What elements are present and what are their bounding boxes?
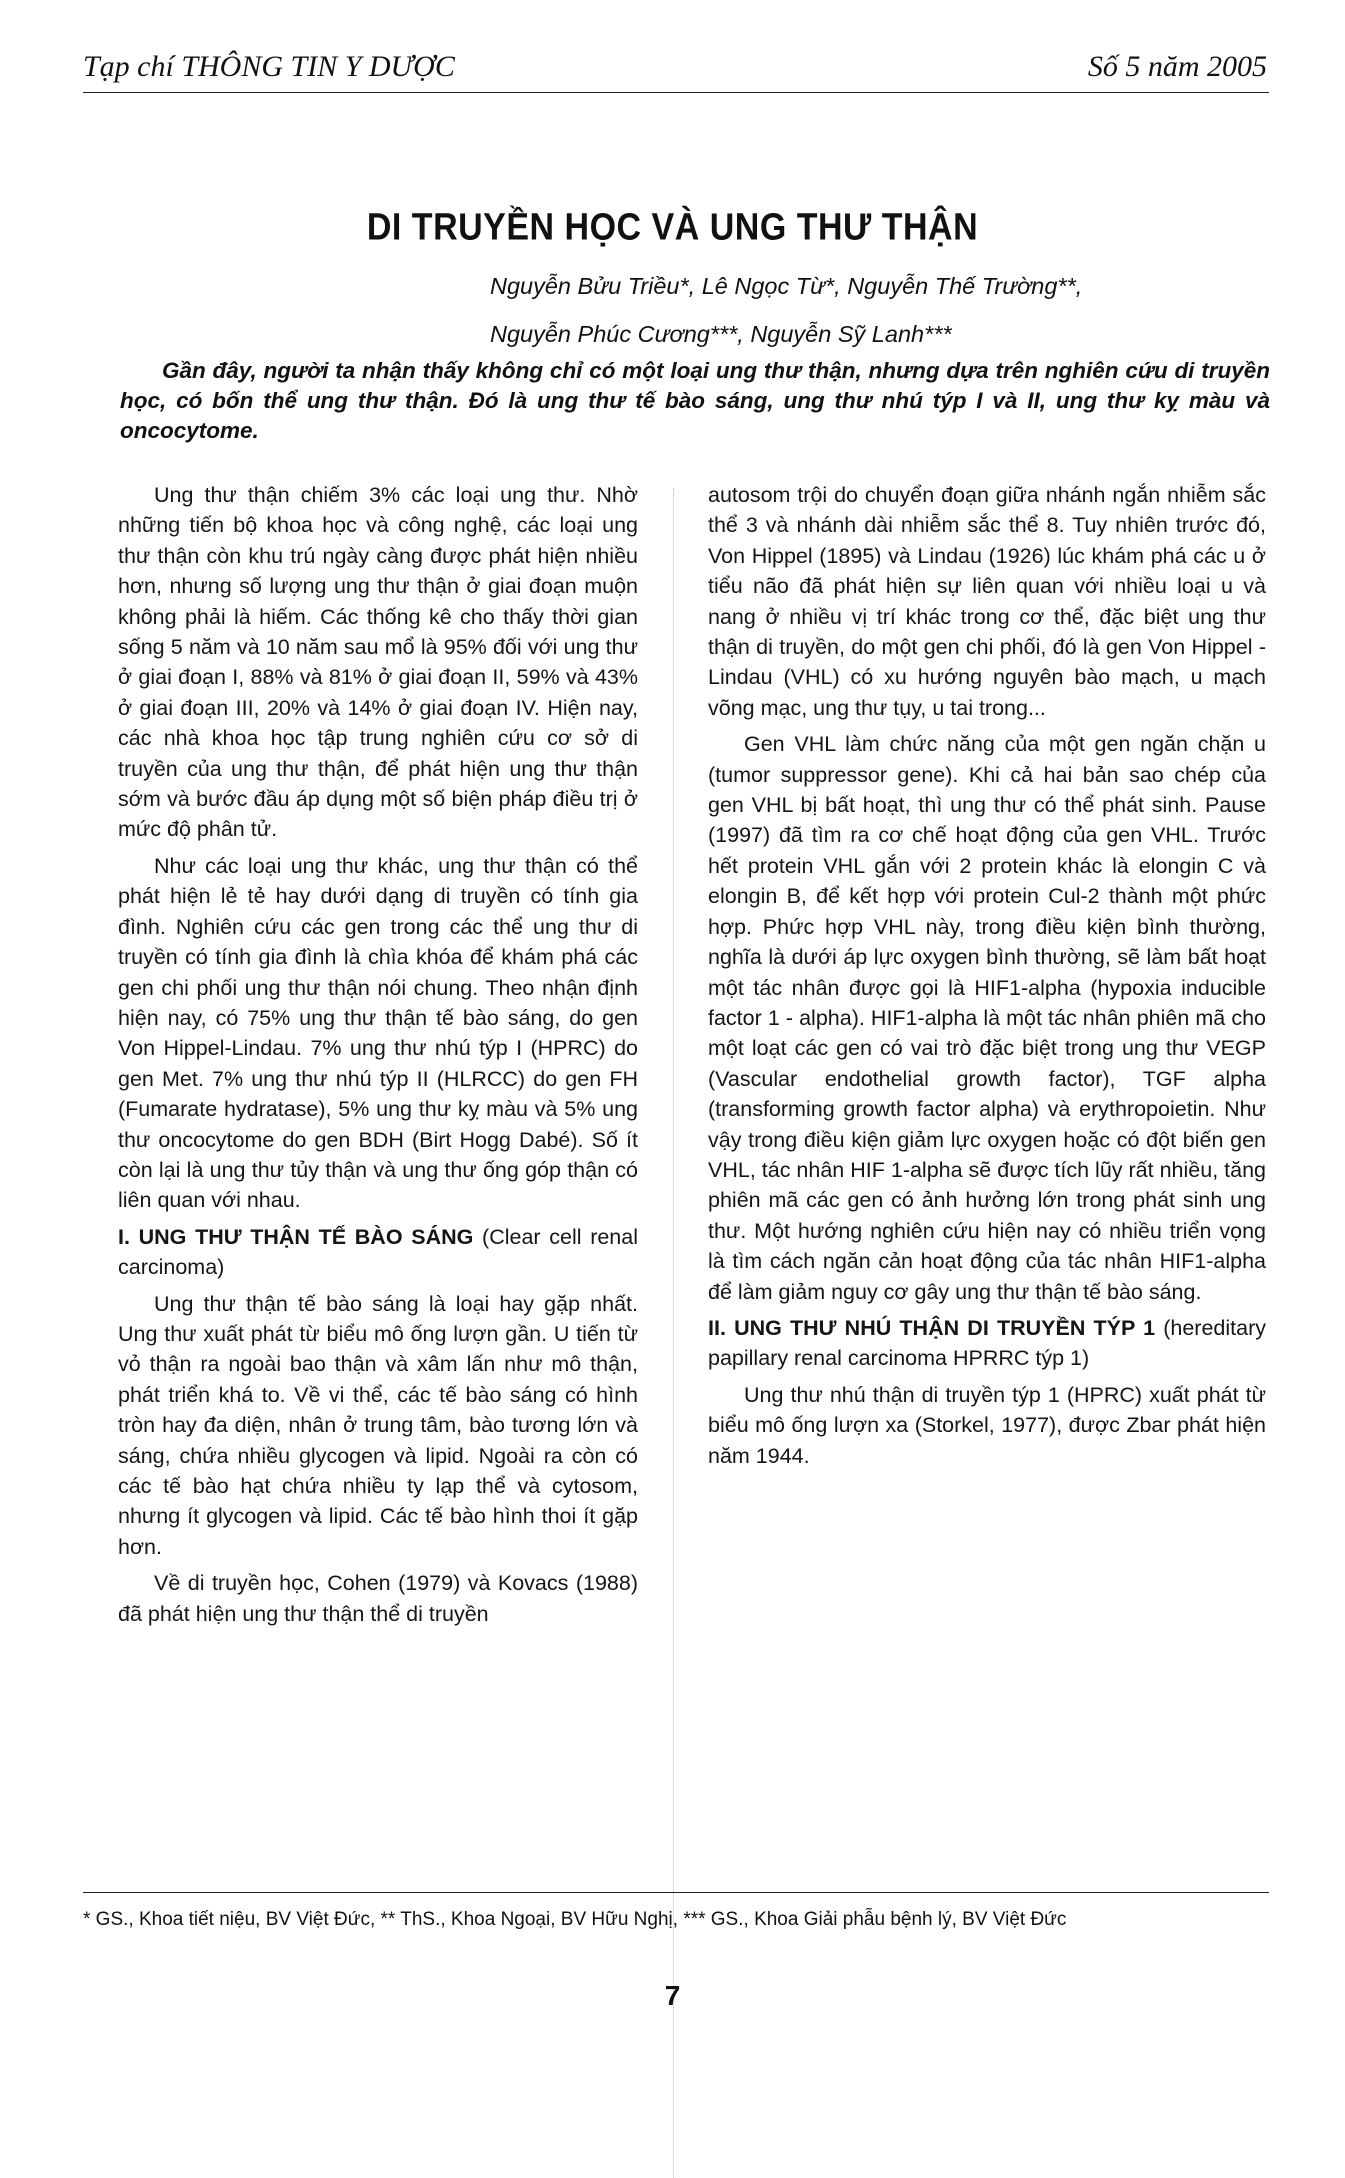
author-list (490, 262, 1270, 358)
issue-number: Số 5 năm 2005 (1087, 50, 1267, 83)
journal-name: Tạp chí THÔNG TIN Y DƯỢC (83, 50, 455, 83)
authors-line-1: Nguyễn Bửu Triều*, Lê Ngọc Từ*, Nguyễn Thế Trường**, (490, 273, 1083, 299)
paragraph: Ung thư nhú thận di truyền týp 1 (HPRC) xuất phát từ biểu mô ống lượn xa (Storkel, 1977), được Zbar phát hiện năm 1944. (708, 1382, 1266, 1468)
section-heading-subtitle: (Clear cell renal carcinoma) (118, 1224, 639, 1280)
header-rule (83, 92, 1269, 93)
footnote: * GS., Khoa tiết niệu, BV Việt Đức, ** ThS., Khoa Ngoại, BV Hữu Nghị, *** GS., Khoa Giải phẫu bệnh lý, BV Việt Đức (83, 1909, 1067, 1930)
running-header (83, 50, 1267, 90)
section-heading-2 (708, 1313, 1266, 1374)
paragraph: Ung thư thận chiếm 3% các loại ung thư. Nhờ những tiến bộ khoa học và công nghệ, các loại ung thư thận còn khu trú ngày càng được phát hiện nhiều hơn, nhưng số lượng ung thư thận ở giai đoạn muộn không phải là hiếm. Các thống kê cho thấy thời gian sống 5 năm và 10 năm sau mổ là 95% đối với ung thư ở giai đoạn I, 88% và 81% ở giai đoạn II, 59% và 43% ở giai đoạn III, 20% và 14% ở giai đoạn IV. Hiện nay, các nhà khoa học tập trung nghiên cứu cơ sở di truyền của ung thư thận, để phát hiện ung thư thận sớm và bước đầu áp dụng một số biện pháp điều trị ở mức độ phân tử. (118, 483, 638, 842)
abstract: Gần đây, người ta nhận thấy không chỉ có một loại ung thư thận, nhưng dựa trên nghiên cứu di truyền học, có bốn thể ung thư thận. Đó là ung thư tế bào sáng, ung thư nhú týp I và II, ung thư kỵ màu và oncocytome. (120, 358, 1270, 443)
footnote-rule (83, 1892, 1269, 1893)
section-heading-subtitle: (hereditary papillary renal carcinoma HPRRC týp 1) (708, 1315, 1266, 1371)
section-heading-1 (118, 1222, 638, 1283)
paragraph: Về di truyền học, Cohen (1979) và Kovacs (1988) đã phát hiện ung thư thận thể di truyền (118, 1571, 638, 1626)
left-column (118, 480, 638, 1635)
article-title: DI TRUYỀN HỌC VÀ UNG THƯ THẬN (366, 205, 979, 249)
paragraph: Ung thư thận tế bào sáng là loại hay gặp nhất. Ung thư xuất phát từ biểu mô ống lượn gần. U tiến từ vỏ thận ra ngoài bao thận và xâm lấn như mô thận, phát triển khá to. Về vi thể, các tế bào sáng có hình tròn hay đa diện, nhân ở trung tâm, bào tương lớn và sáng, chứa nhiều glycogen và lipid. Ngoài ra còn có các tế bào hạt chứa nhiều ty lạp thể và cytosom, nhưng ít glycogen và lipid. Các tế bào hình thoi ít gặp hơn. (118, 1291, 638, 1559)
section-heading-label: I. UNG THƯ THẬN TẾ BÀO SÁNG (118, 1224, 474, 1249)
section-heading-label: II. UNG THƯ NHÚ THẬN DI TRUYỀN TÝP 1 (708, 1315, 1156, 1340)
paragraph: Như các loại ung thư khác, ung thư thận có thể phát hiện lẻ tẻ hay dưới dạng di truyền có tính gia đình. Nghiên cứu các gen trong các thể ung thư di truyền có tính gia đình là chìa khóa để khám phá các gen chi phối ung thư thận nói chung. Theo nhận định hiện nay, có 75% ung thư thận tế bào sáng, do gen Von Hippel-Lindau. 7% ung thư nhú týp I (HPRC) do gen Met. 7% ung thư nhú týp II (HLRCC) do gen FH (Fumarate hydratase), 5% ung thư kỵ màu và 5% ung thư oncocytome do gen BDH (Birt Hogg Dabé). Số ít còn lại là ung thư tủy thận và ung thư ống góp thận có liên quan với nhau. (118, 853, 638, 1213)
paragraph: Gen VHL làm chức năng của một gen ngăn chặn u (tumor suppressor gene). Khi cả hai bản sao chép của gen VHL bị bất hoạt, thì ung thư có thể phát sinh. Pause (1997) đã tìm ra cơ chế hoạt động của gen VHL. Trước hết protein VHL gắn với 2 protein khác là elongin C và elongin B, để kết hợp với protein Cul-2 thành một phức hợp. Phức hợp VHL này, trong điều kiện bình thường, nghĩa là dưới áp lực oxygen bình thường, sẽ làm bất hoạt một tác nhân được gọi là HIF1-alpha (hypoxia inducible factor 1 - alpha). HIF1-alpha là một tác nhân phiên mã cho một loạt các gen có vai trò đặc biệt trong ung thư VEGP (Vascular endothelial growth factor), TGF alpha (transforming growth factor alpha) và erythropoietin. Như vậy trong điều kiện giảm lực oxygen hoặc có đột biến gen VHL, tác nhân HIF 1-alpha sẽ được tích lũy rất nhiều, tăng phiên mã các gen có ảnh hưởng lớn trong phát sinh ung thư. Một hướng nghiên cứu hiện nay có nhiều triển vọng là tìm cách ngăn cản hoạt động của tác nhân HIF1-alpha để làm giảm nguy cơ gây ung thư thận tế bào sáng. (708, 732, 1266, 1304)
paragraph: autosom trội do chuyển đoạn giữa nhánh ngắn nhiễm sắc thể 3 và nhánh dài nhiễm sắc thể 8. Tuy nhiên trước đó, Von Hippel (1895) và Lindau (1926) lúc khám phá các u ở tiểu não đã phát hiện sự liên quan với nhiều loại u và nang ở nhiều vị trí khác trong cơ thể, đặc biệt ung thư thận di truyền, do một gen chi phối, đó là gen Von Hippel - Lindau (VHL) có xu hướng nguyên bào mạch, u mạch võng mạc, ung thư tụy, u tai trong... (708, 483, 1266, 720)
right-column (708, 480, 1266, 1477)
page-number: 7 (664, 1980, 681, 2011)
authors-line-2: Nguyễn Phúc Cương***, Nguyễn Sỹ Lanh*** (490, 321, 952, 347)
